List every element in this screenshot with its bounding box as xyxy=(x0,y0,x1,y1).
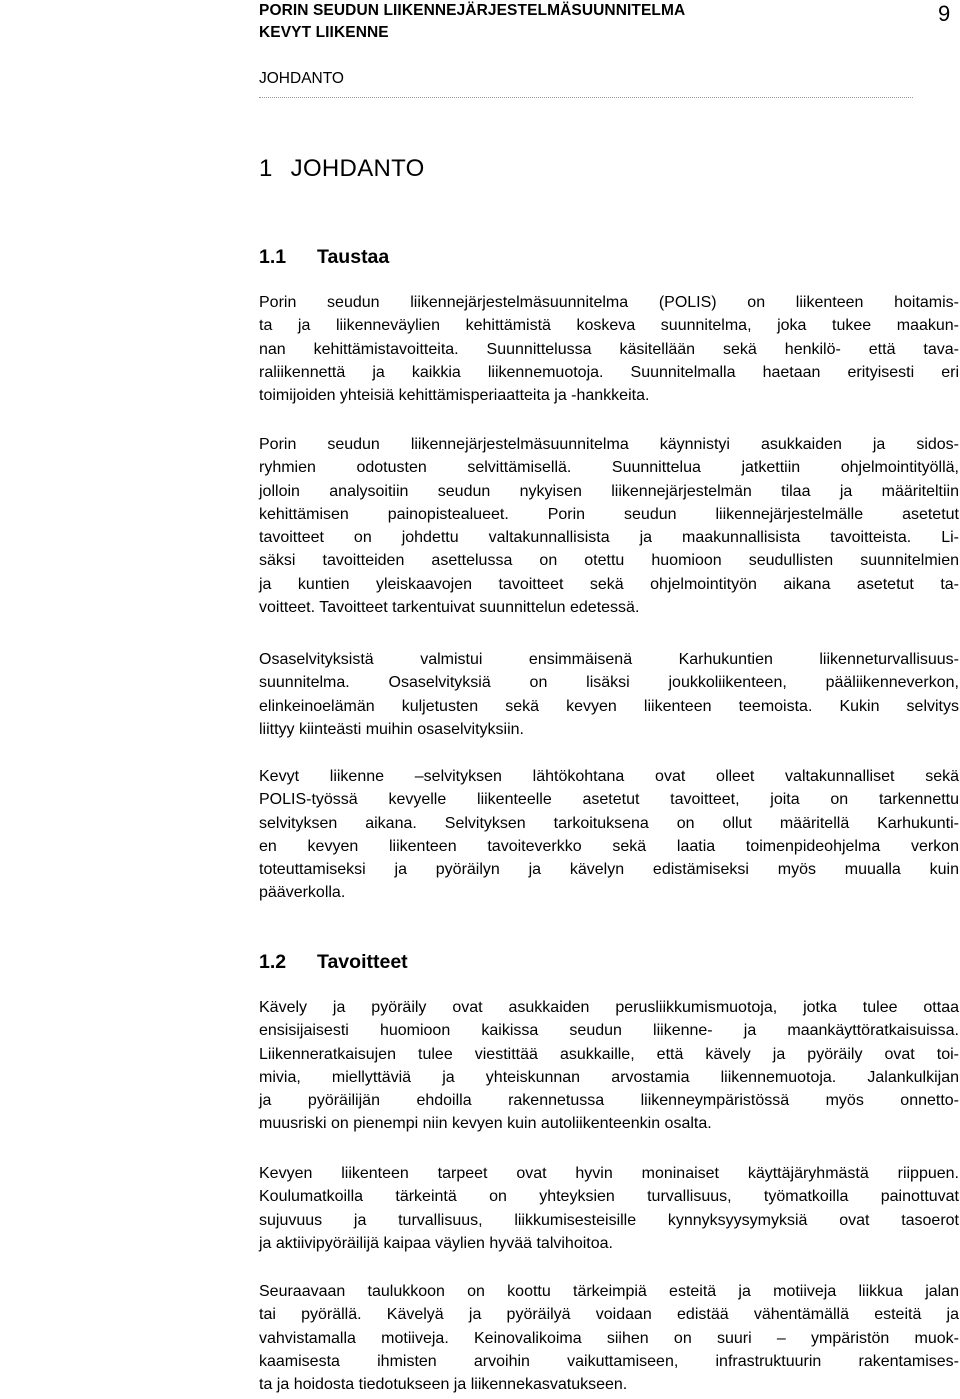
text-line: Liikenneratkaisujen tulee viestittää asukkaille, että kävely ja pyöräily ovat toi- xyxy=(259,1045,959,1063)
section-title: Taustaa xyxy=(317,246,390,268)
text-line: ta ja hoidosta tiedotukseen ja liikennekasvatukseen. xyxy=(259,1376,628,1394)
paragraph xyxy=(259,433,959,619)
text-line: jolloin analysoitiin seudun nykyisen liikennejärjestelmän tilaa ja määriteltiin xyxy=(259,482,959,500)
text-line: toimijoiden yhteisiä kehittämisperiaatteita ja -hankkeita. xyxy=(259,387,650,405)
text-line: Koulumatkoilla tärkeintä on yhteyksien turvallisuus, työmatkoilla painottuvat xyxy=(259,1188,959,1206)
text-line: ensisijaisesti huomioon kaikissa seudun liikenne- ja maankäyttöratkaisuissa. xyxy=(259,1022,959,1040)
text-line: toteuttamiseksi ja pyöräilyn ja kävelyn edistämiseksi myös muualla kuin xyxy=(259,861,959,879)
text-line: muusriski on pienempi niin kevyen kuin autoliikenteenkin osalta. xyxy=(259,1115,712,1133)
text-line: liittyy kiinteästi muihin osaselvityksiin. xyxy=(259,720,524,738)
text-line: kehittämisen painopistealueet. Porin seudun liikennejärjestelmälle asetetut xyxy=(259,505,959,523)
text-line: Kevyen liikenteen tarpeet ovat hyvin moninaiset käyttäjäryhmästä riippuen. xyxy=(259,1165,959,1182)
text-line: Kevyt liikenne –selvityksen lähtökohtana ovat olleet valtakunnalliset sekä xyxy=(259,768,959,785)
text-line: ja kuntien yleiskaavojen tavoitteet sekä ohjelmointityön aikana asetetut ta- xyxy=(259,575,959,593)
text-line: ja pyöräilijän ehdoilla rakennetussa liikenneympäristössä myös onnetto- xyxy=(259,1092,959,1110)
text-line: kaamisesta ihmisten arvoihin vaikuttamiseen, infrastruktuurin rakentamises- xyxy=(259,1352,959,1370)
text-line: suunnitelma. Osaselvityksiä on lisäksi joukkoliikenteen, pääliikenneverkon, xyxy=(259,674,959,692)
text-line: mivia, miellyttäviä ja yhteiskunnan arvostamia liikennemuotoja. Jalankulkijan xyxy=(259,1068,959,1086)
text-line: sujuvuus ja turvallisuus, liikkumisesteisille kynnyksyysymyksiä ovat tasoerot xyxy=(259,1211,959,1229)
text-line: nan kehittämistavoitteita. Suunnittelussa käsitellään sekä henkilö- että tava- xyxy=(259,340,959,358)
section-title: Tavoitteet xyxy=(317,951,408,973)
running-section-title: JOHDANTO xyxy=(259,70,344,87)
chapter-number: 1 xyxy=(259,155,273,182)
section-number: 1.2 xyxy=(259,951,287,973)
text-line: vahvistamalla motiiveja. Keinovalikoima siihen on suuri – ympäristön muok- xyxy=(259,1329,959,1347)
chapter-heading xyxy=(259,155,425,183)
paragraph xyxy=(259,291,959,407)
text-line: Osaselvityksistä valmistui ensimmäisenä Karhukuntien liikenneturvallisuus- xyxy=(259,651,959,668)
paragraph xyxy=(259,1280,959,1396)
section-heading xyxy=(259,951,408,974)
paragraph xyxy=(259,765,959,905)
text-line: en kevyen liikenteen tavoiteverkko sekä laatia toimenpideohjelma verkon xyxy=(259,837,959,855)
text-line: POLIS-työssä kevyelle liikenteelle asetetut tavoitteet, joita on tarkennettu xyxy=(259,791,959,809)
text-line: Porin seudun liikennejärjestelmäsuunnitelma (POLIS) on liikenteen hoitamis- xyxy=(259,294,959,311)
chapter-title: JOHDANTO xyxy=(290,155,425,182)
document-subtitle: KEVYT LIIKENNE xyxy=(259,24,389,41)
text-line: ta ja liikenneväylien kehittämistä koskeva suunnitelma, joka tukee maakun- xyxy=(259,317,959,335)
text-line: selvityksen aikana. Selvityksen tarkoituksena on ollut määritellä Karhukunti- xyxy=(259,814,959,832)
header-divider xyxy=(259,97,913,98)
page-number: 9 xyxy=(938,1,951,26)
text-line: tai pyörällä. Kävelyä ja pyöräilyä voidaan edistää vähentämällä esteitä ja xyxy=(259,1306,959,1324)
text-line: elinkeinoelämän kuljetusten sekä kevyen liikenteen teemoista. Kukin selvitys xyxy=(259,697,959,715)
text-line: pääverkolla. xyxy=(259,884,346,902)
text-line: Seuraavaan taulukkoon on koottu tärkeimpiä esteitä ja motiiveja liikkua jalan xyxy=(259,1283,959,1300)
text-line: ja aktiivipyöräilijä kaipaa väylien hyvää talvihoitoa. xyxy=(259,1234,613,1252)
text-line: Kävely ja pyöräily ovat asukkaiden perusliikkumismuotoja, jotka tulee ottaa xyxy=(259,999,959,1016)
text-line: ryhmien odotusten selvittämisellä. Suunnittelua jatkettiin ohjelmointityöllä, xyxy=(259,459,959,477)
paragraph xyxy=(259,1162,959,1255)
text-line: Porin seudun liikennejärjestelmäsuunnitelma käynnistyi asukkaiden ja sidos- xyxy=(259,436,959,453)
section-heading xyxy=(259,246,389,269)
paragraph xyxy=(259,996,959,1136)
paragraph xyxy=(259,648,959,741)
text-line: voitteet. Tavoitteet tarkentuivat suunnittelun edetessä. xyxy=(259,599,640,617)
text-line: tavoitteet on johdettu valtakunnallisista ja maakunnallisista tavoitteista. Li- xyxy=(259,529,959,547)
text-line: raliikennettä ja kaikkia liikennemuotoja. Suunnitelmalla haetaan erityisesti eri xyxy=(259,363,959,381)
text-line: säksi tavoitteiden asettelussa on otettu huomioon seudullisten suunnitelmien xyxy=(259,552,959,570)
section-number: 1.1 xyxy=(259,246,287,268)
document-title: PORIN SEUDUN LIIKENNEJÄRJESTELMÄSUUNNITELMA xyxy=(259,2,686,19)
